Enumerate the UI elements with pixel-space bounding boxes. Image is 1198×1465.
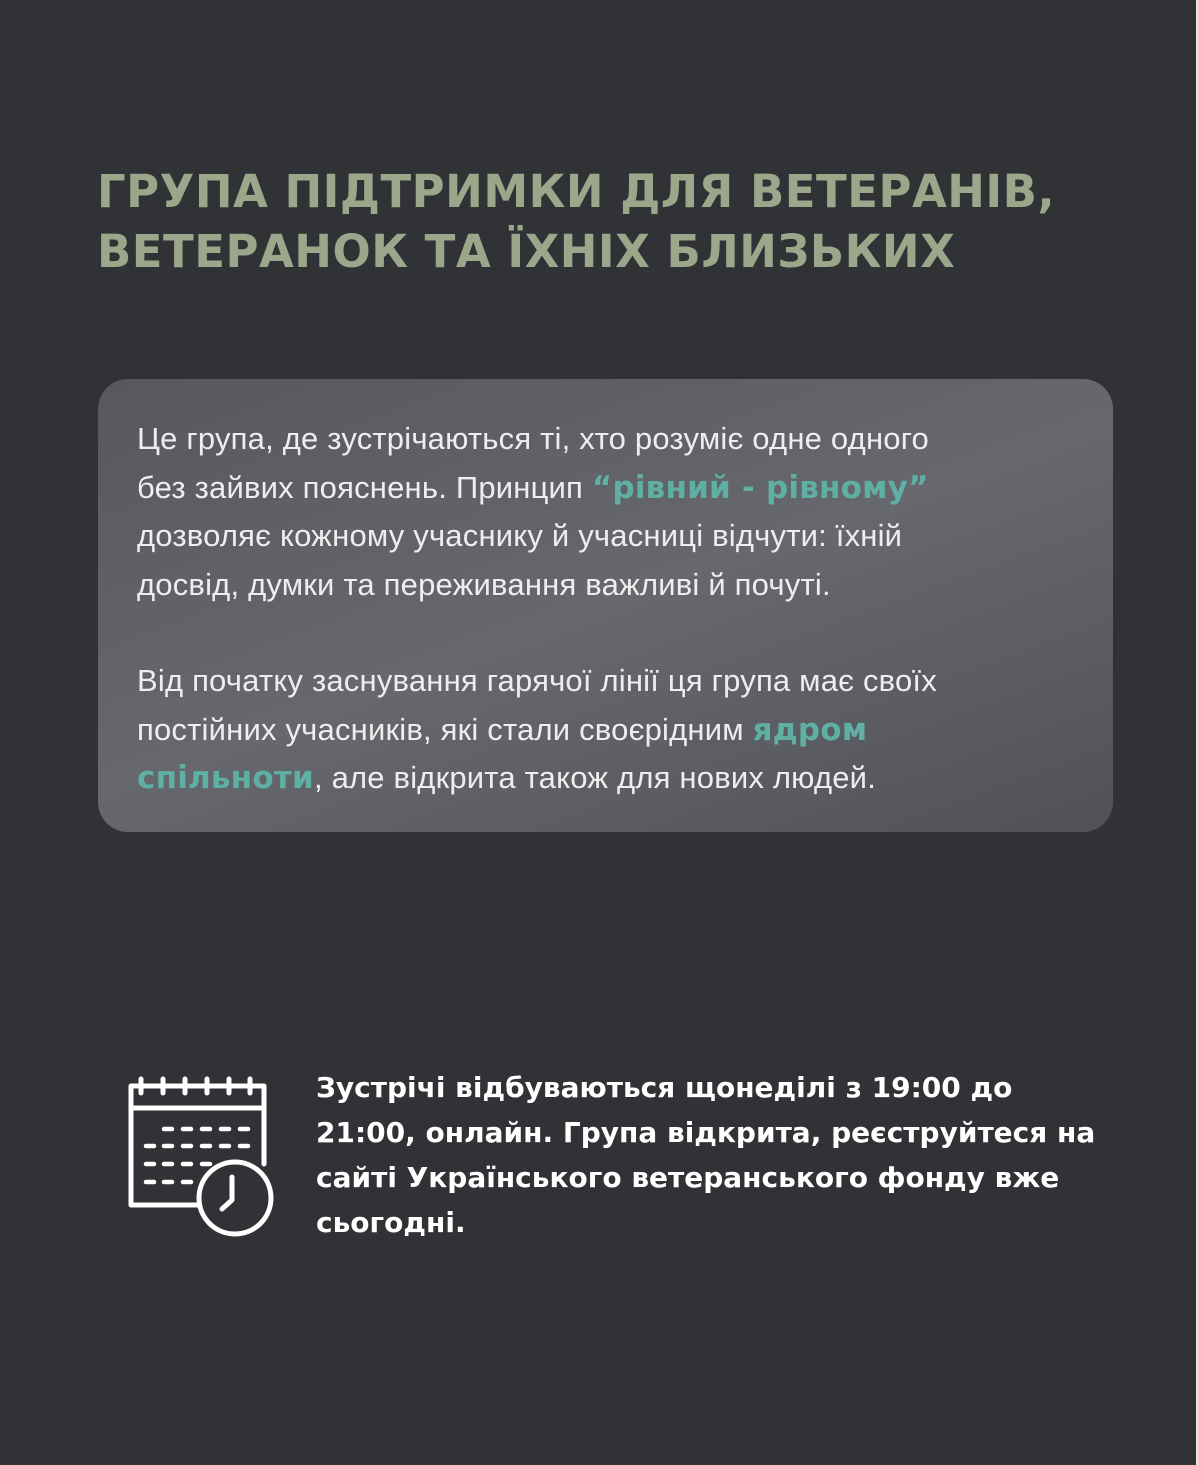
title-line: ВЕТЕРАНОК ТА ЇХНІХ БЛИЗЬКИХ (97, 225, 956, 278)
title-line: ГРУПА ПІДТРИМКИ ДЛЯ ВЕТЕРАНІВ, (97, 165, 1056, 218)
community-highlight: спільноти (137, 760, 314, 796)
page-title (97, 162, 1097, 282)
paragraph-text: без зайвих пояснень. Принцип (137, 469, 592, 505)
paragraph-line: дозволяє кожному учаснику й учасниці відчути: їхній (137, 518, 903, 553)
paragraph-line: досвід, думки та переживання важливі й почуті. (137, 566, 831, 602)
description-card (98, 379, 1113, 832)
schedule-line: сьогодні. (316, 1206, 466, 1239)
paragraph-line: Від початку заснування гарячої лінії ця група має своїх (137, 663, 937, 698)
paragraph-text: , але відкрита також для нових людей. (313, 760, 877, 795)
description-paragraph (137, 657, 1073, 803)
description-paragraph (137, 415, 1073, 609)
schedule-line: сайті Українського ветеранського фонду вже (316, 1161, 1060, 1194)
schedule-line: Зустрічі відбуваються щонеділі з 19:00 до (316, 1071, 1013, 1104)
paragraph-line (137, 754, 1073, 803)
calendar-clock-icon (126, 1076, 278, 1238)
paragraph-line (137, 464, 1073, 513)
schedule-line: 21:00, онлайн. Група відкрита, реєструйтеся на (316, 1116, 1096, 1149)
community-highlight: ядром (752, 711, 868, 748)
paragraph-line (137, 706, 1073, 755)
principle-highlight: “рівний - рівному” (591, 469, 929, 506)
paragraph-text: постійних учасників, які стали своєрідним (137, 711, 753, 747)
paragraph-line: Це група, де зустрічаються ті, хто розуміє одне одного (137, 421, 929, 456)
schedule-text (316, 1065, 1116, 1245)
